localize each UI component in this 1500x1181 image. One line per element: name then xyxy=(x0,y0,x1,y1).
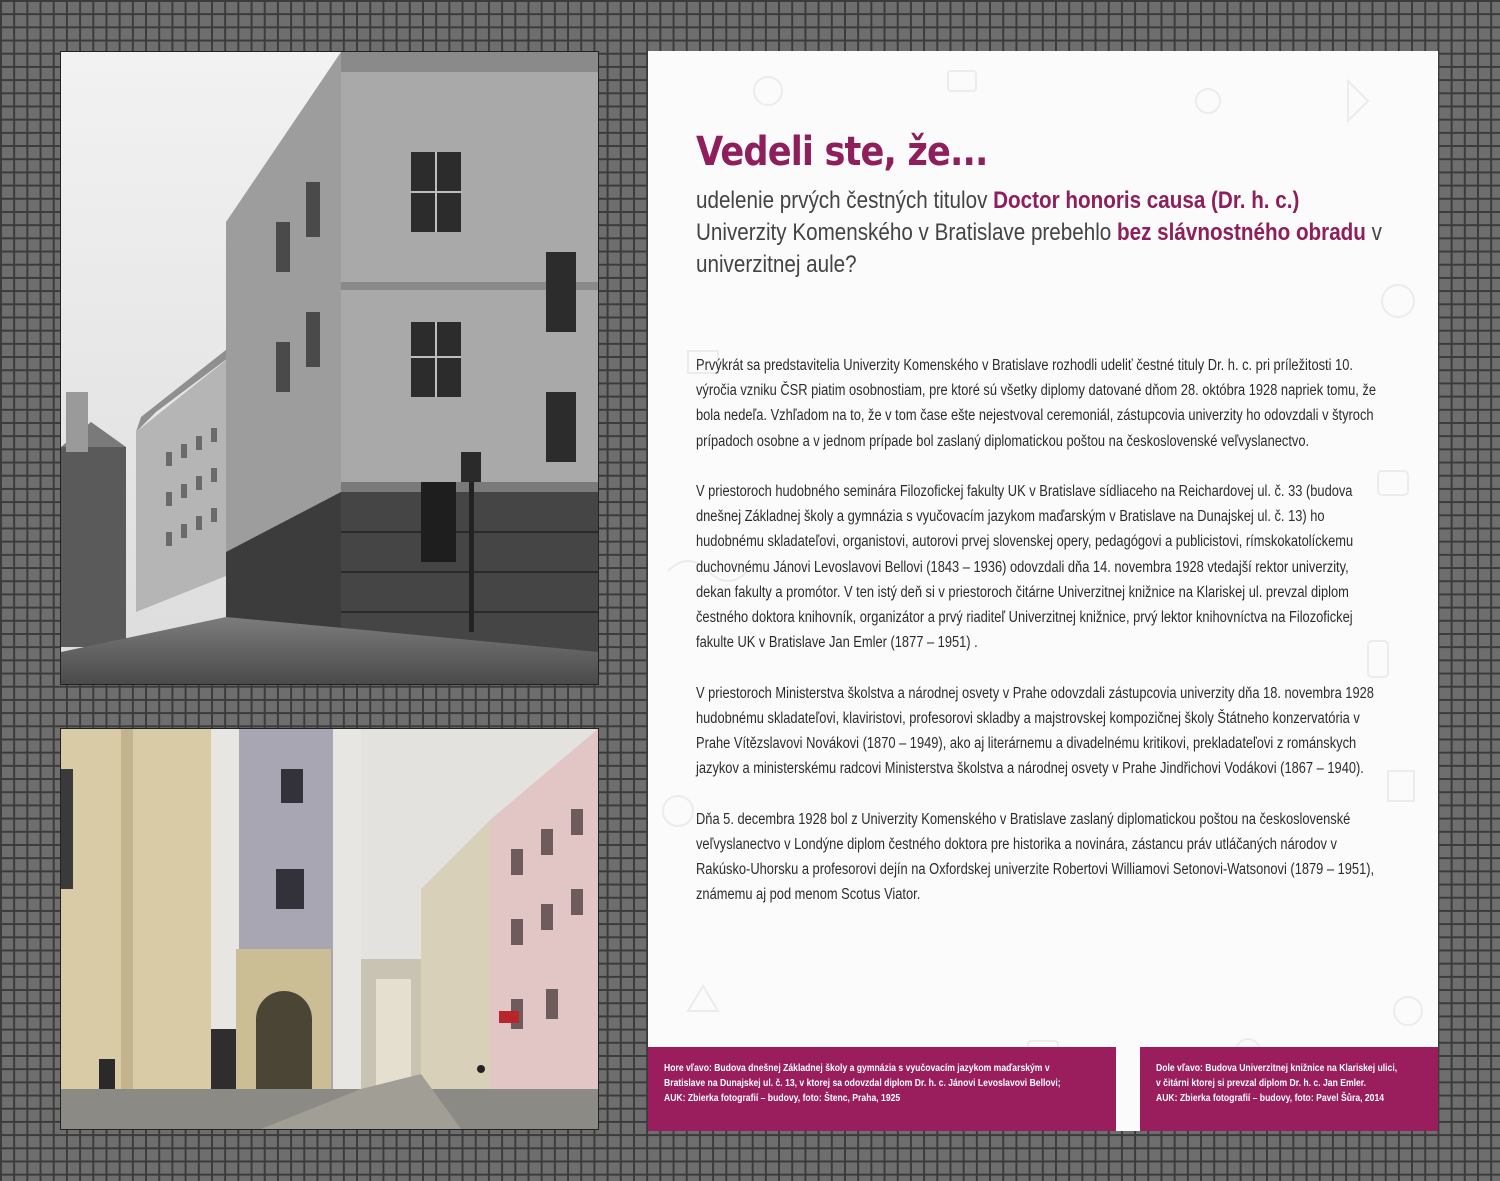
caption-left-line-3: AUK: Zbierka fotografií – budovy, foto: Štenc, Praha, 1925 xyxy=(664,1092,901,1104)
caption-right-line-2: v čitárni ktorej si prevzal diplom Dr. h. c. Jan Emler. xyxy=(1156,1077,1367,1089)
library-building-photo xyxy=(60,728,599,1130)
paragraph-2: V priestoroch hudobného seminára Filozofickej fakulty UK v Bratislave sídliaceho na Reichardovej ul. č. 33 (budova dnešnej Základnej školy a gymnázia s vyučovacím jazykom maďarským v Bratislave na Dunajskej ul. č. 13) ho hudobnému skladateľovi, organistovi, autorovi prvej slovenskej opery, pedagógovi a publicistovi, rímskokatolíckemu duchovnému Jánovi Levoslavovi Bellovi (1843 – 1936) odovzdali dňa 14. novembra 1928 vtedajší rektor univerzity, dekan fakulty a promótor. V ten istý deň si v priestoroch čitárne Univerzitnej knižnice na Klariskej ul. prevzal diplom čestného doktora knihovník, organizátor a prvý riaditeľ Univerzitnej knižnice, prvý lektor knihovníctva na Filozofickej fakulte UK v Bratislave Jan Emler (1877 – 1951) . xyxy=(696,483,1354,652)
subtitle-text-1: udelenie prvých čestných titulov xyxy=(696,187,994,214)
caption-left-line-1: Hore vľavo: Budova dnešnej Základnej školy a gymnázia s vyučovacím jazykom maďarským v xyxy=(664,1062,1050,1074)
historic-building-photo xyxy=(60,51,599,685)
paragraph-4: Dňa 5. decembra 1928 bol z Univerzity Komenského v Bratislave zaslaný diplomatickou poštou na československé veľvyslanectvo v Londýne diplom čestného doktora pre historika a novinára, zástancu práv utláčaných národov v Rakúsko-Uhorsku a profesorovi dejín na Oxfordskej univerzite Robertovi Williamovi Setonovi-Watsonovi (1879 – 1951), známemu aj pod menom Scotus Viator. xyxy=(696,810,1375,904)
paragraph-1: Prvýkrát sa predstavitelia Univerzity Komenského v Bratislave rozhodli udeliť čestné tituly Dr. h. c. pri príležitosti 10. výročia vzniku ČSR piatim osobnostiam, pre ktoré sú všetky diplomy datované dňom 28. októbra 1928 napriek tomu, že bola nedeľa. Vzhľadom na to, že v tom čase ešte nejestvoval ceremoniál, zástupcovia univerzity ho odovzdali v štyroch prípadoch osobne a v jednom prípade bol zaslaný diplomatickou poštou na československé veľvyslanectvo. xyxy=(696,357,1377,450)
photo-caption-left xyxy=(648,1047,1116,1131)
question-subtitle xyxy=(696,185,1384,281)
photo-caption-right xyxy=(1140,1047,1438,1131)
subtitle-text-3: v univerzitnej aule? xyxy=(696,219,1382,278)
subtitle-highlight-2: bez slávnostného obradu xyxy=(1117,219,1366,246)
subtitle-text-2: Univerzity Komenského v Bratislave prebehlo xyxy=(696,219,1118,246)
article-body xyxy=(696,353,1377,933)
caption-right-line-1: Dole vľavo: Budova Univerzitnej knižnice na Klariskej ulici, xyxy=(1156,1062,1398,1074)
paragraph-3: V priestoroch Ministerstva školstva a národnej osvety v Prahe odovzdali zástupcovia univerzity dňa 18. novembra 1928 hudobnému skladateľovi, klaviristovi, profesorovi skladby a majstrovskej kompozičnej školy Štátneho konzervatória v Prahe Vítězslavovi Novákovi (1870 – 1949), ako aj literárnemu a divadelnému kritikovi, prekladateľovi z románskych jazykov a ministerskému radcovi Ministerstva školstva a národnej osvety v Prahe Jindřichovi Vodákovi (1867 – 1940). xyxy=(696,684,1374,778)
caption-left-line-2: Bratislave na Dunajskej ul. č. 13, v ktorej sa odovzdal diplom Dr. h. c. Jánovi Levoslavovi Bellovi; xyxy=(664,1077,1061,1089)
subtitle-highlight-1: Doctor honoris causa (Dr. h. c.) xyxy=(993,187,1300,214)
caption-right-line-3: AUK: Zbierka fotografií – budovy, foto: Pavel Šůra, 2014 xyxy=(1156,1092,1385,1104)
info-panel xyxy=(648,51,1438,1131)
page-title: Vedeli ste, že... xyxy=(696,129,988,175)
